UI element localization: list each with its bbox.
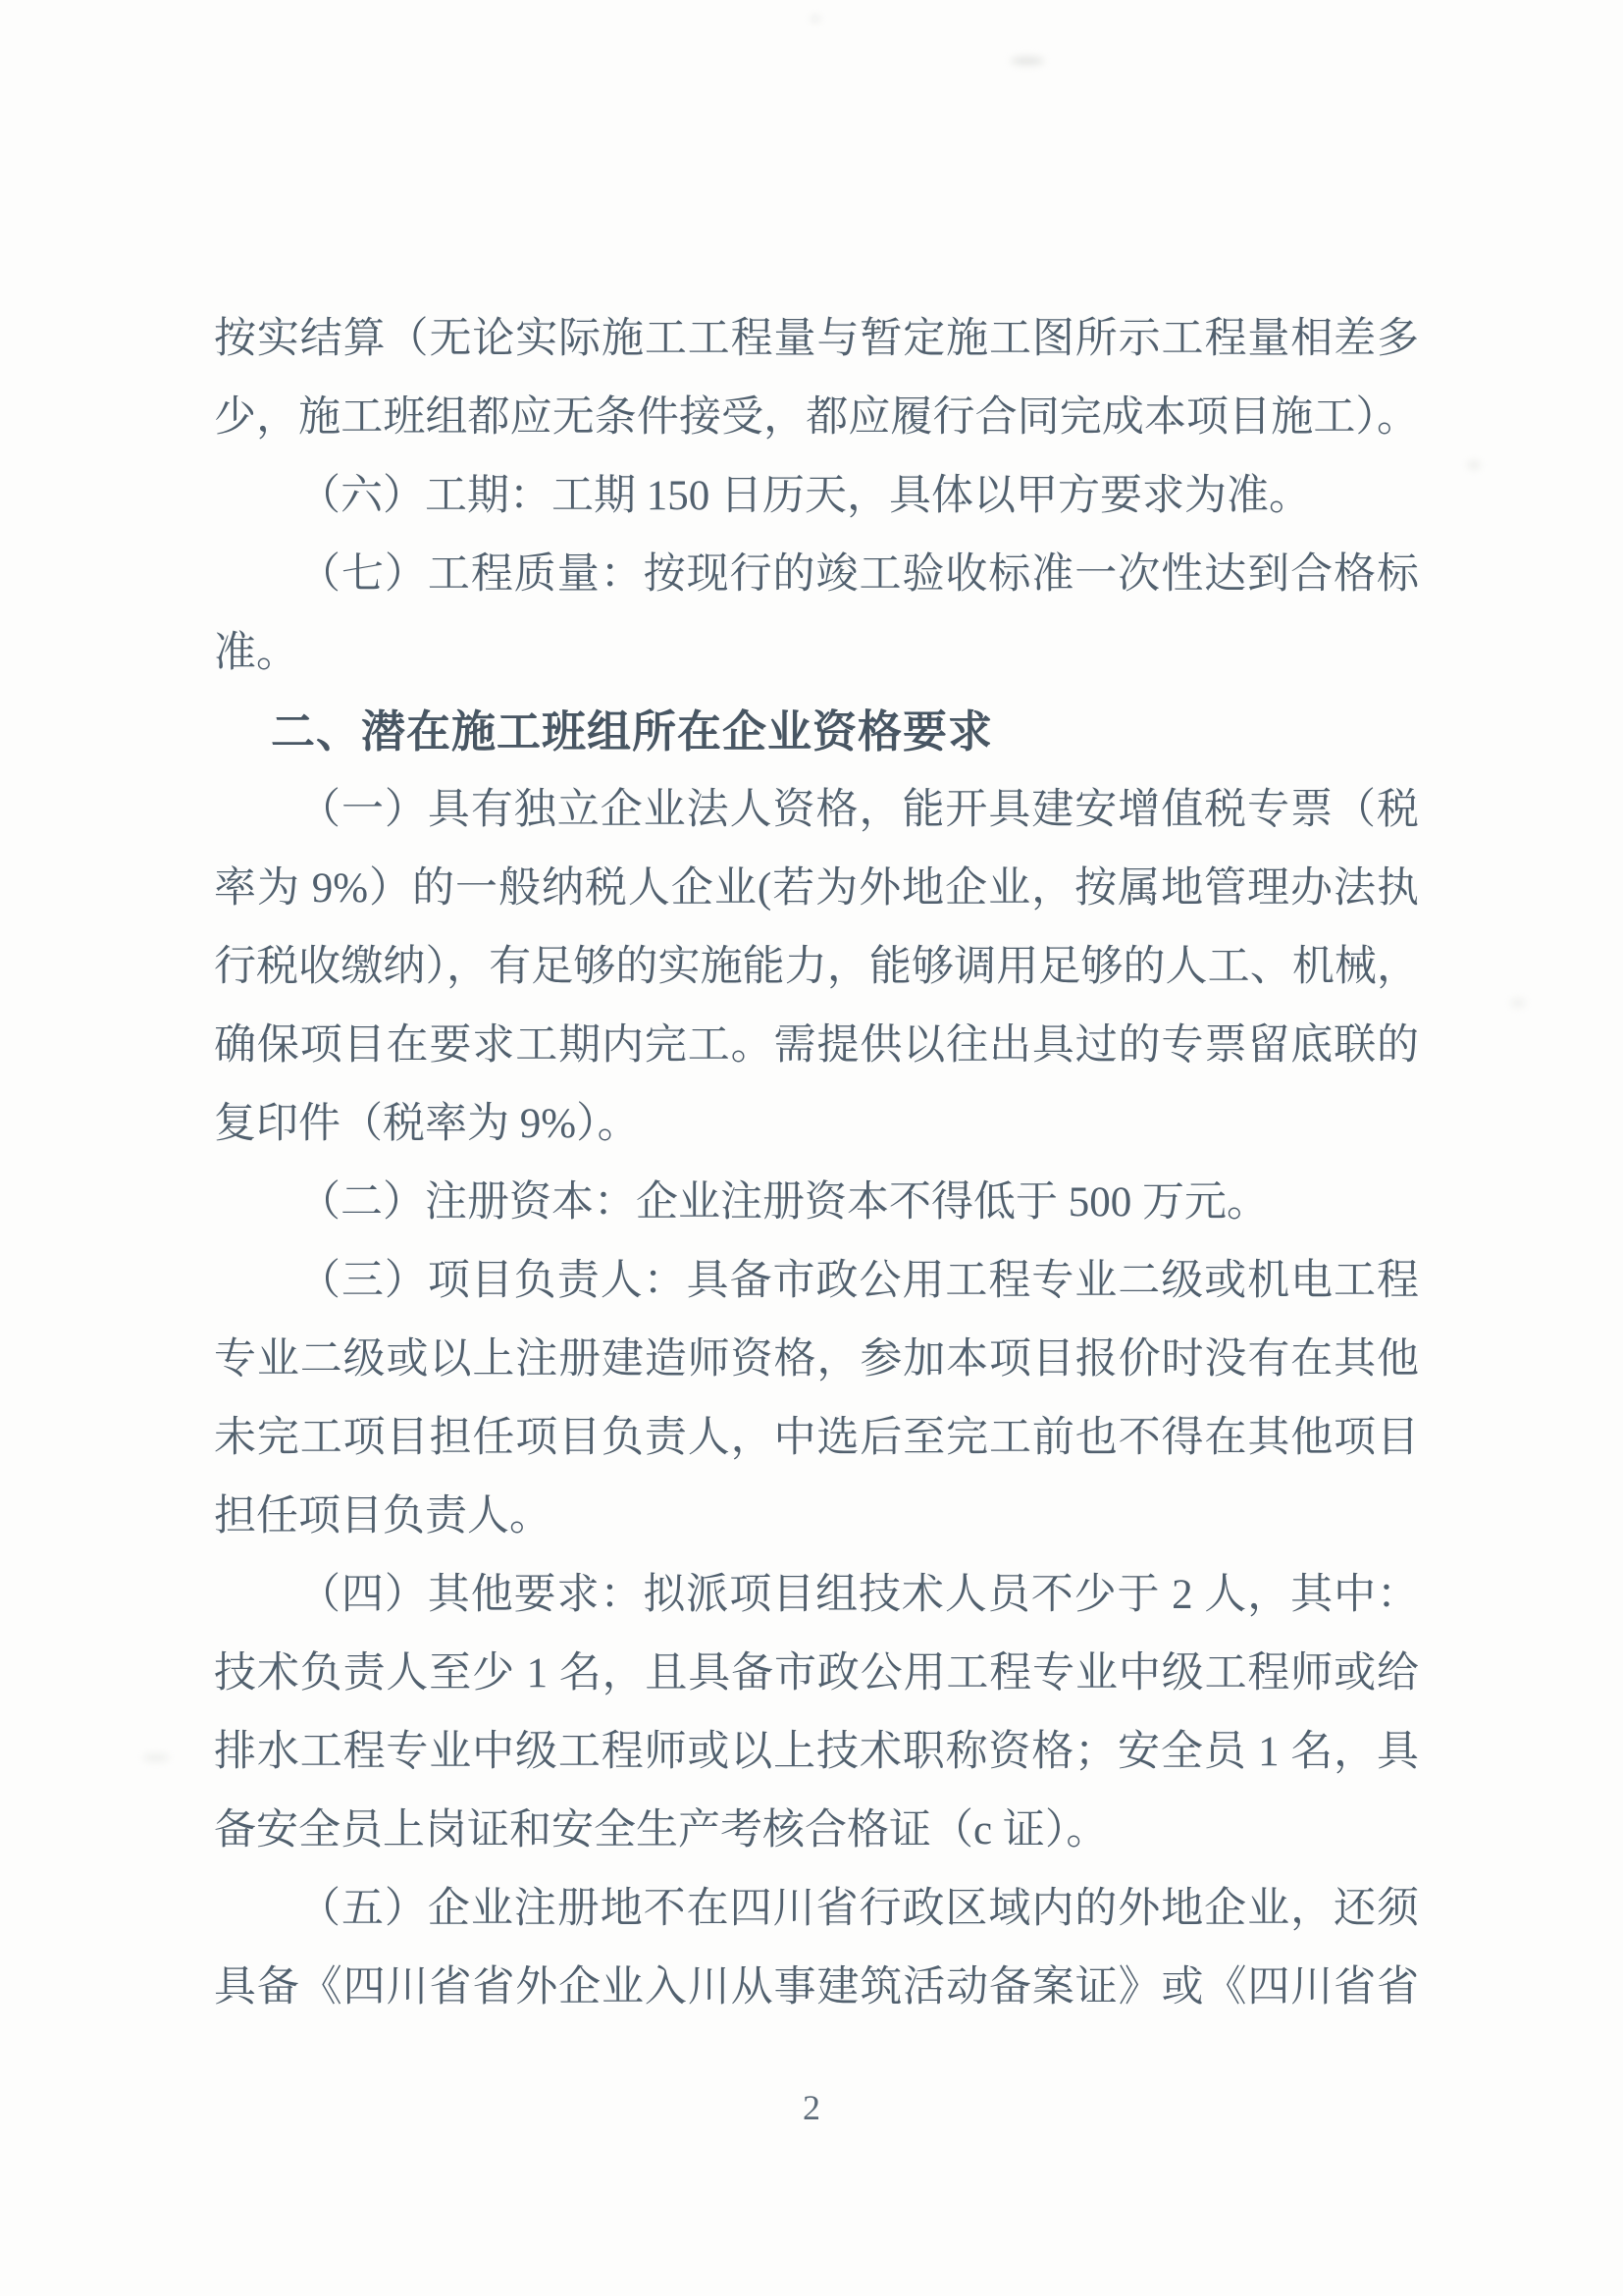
text-line: 备安全员上岗证和安全生产考核合格证（c 证）。 [214,1807,1109,1853]
text-line: 技术负责人至少 1 名，且具备市政公用工程专业中级工程师或给 [214,1650,1419,1696]
text-line: （五）企业注册地不在四川省行政区域内的外地企业，还须 [298,1886,1419,1932]
scan-smudge [811,16,820,22]
text-line: 复印件（税率为 9%）。 [214,1101,640,1147]
text-line: （六）工期：工期 150 日历天，具体以甲方要求为准。 [298,473,1311,519]
text-line: 担任项目负责人。 [214,1493,551,1539]
text-line: （一）具有独立企业法人资格，能开具建安增值税专票（税 [298,787,1419,833]
text-line: 未完工项目担任项目负责人，中选后至完工前也不得在其他项目 [214,1415,1419,1461]
text-line: （二）注册资本：企业注册资本不得低于 500 万元。 [298,1179,1269,1226]
scan-smudge [1011,57,1044,65]
text-line: （四）其他要求：拟派项目组技术人员不少于 2 人，其中： [298,1572,1419,1618]
section-heading: 二、潜在施工班组所在企业资格要求 [271,706,994,757]
scan-smudge [1468,461,1480,469]
scan-smudge [143,1754,169,1761]
text-line: 专业二级或以上注册建造师资格，参加本项目报价时没有在其他 [214,1336,1419,1383]
text-line: （七）工程质量：按现行的竣工验收标准一次性达到合格标 [298,551,1419,598]
text-line: 少，施工班组都应无条件接受，都应履行合同完成本项目施工）。 [214,394,1419,441]
text-line: 确保项目在要求工期内完工。需提供以往出具过的专票留底联的 [214,1022,1419,1069]
scan-smudge [1511,999,1525,1007]
text-line: 行税收缴纳），有足够的实施能力，能够调用足够的人工、机械， [214,944,1419,990]
text-line: 按实结算（无论实际施工工程量与暂定施工图所示工程量相差多 [214,316,1419,362]
text-line: 率为 9%）的一般纳税人企业(若为外地企业，按属地管理办法执 [214,865,1419,912]
text-line: （三）项目负责人：具备市政公用工程专业二级或机电工程 [298,1258,1419,1304]
text-block [214,300,1419,2027]
page-number: 2 [803,2088,820,2127]
text-line: 具备《四川省省外企业入川从事建筑活动备案证》或《四川省省 [214,1964,1419,2010]
text-line: 准。 [214,630,298,676]
text-line: 排水工程专业中级工程师或以上技术职称资格；安全员 1 名，具 [214,1729,1419,1775]
